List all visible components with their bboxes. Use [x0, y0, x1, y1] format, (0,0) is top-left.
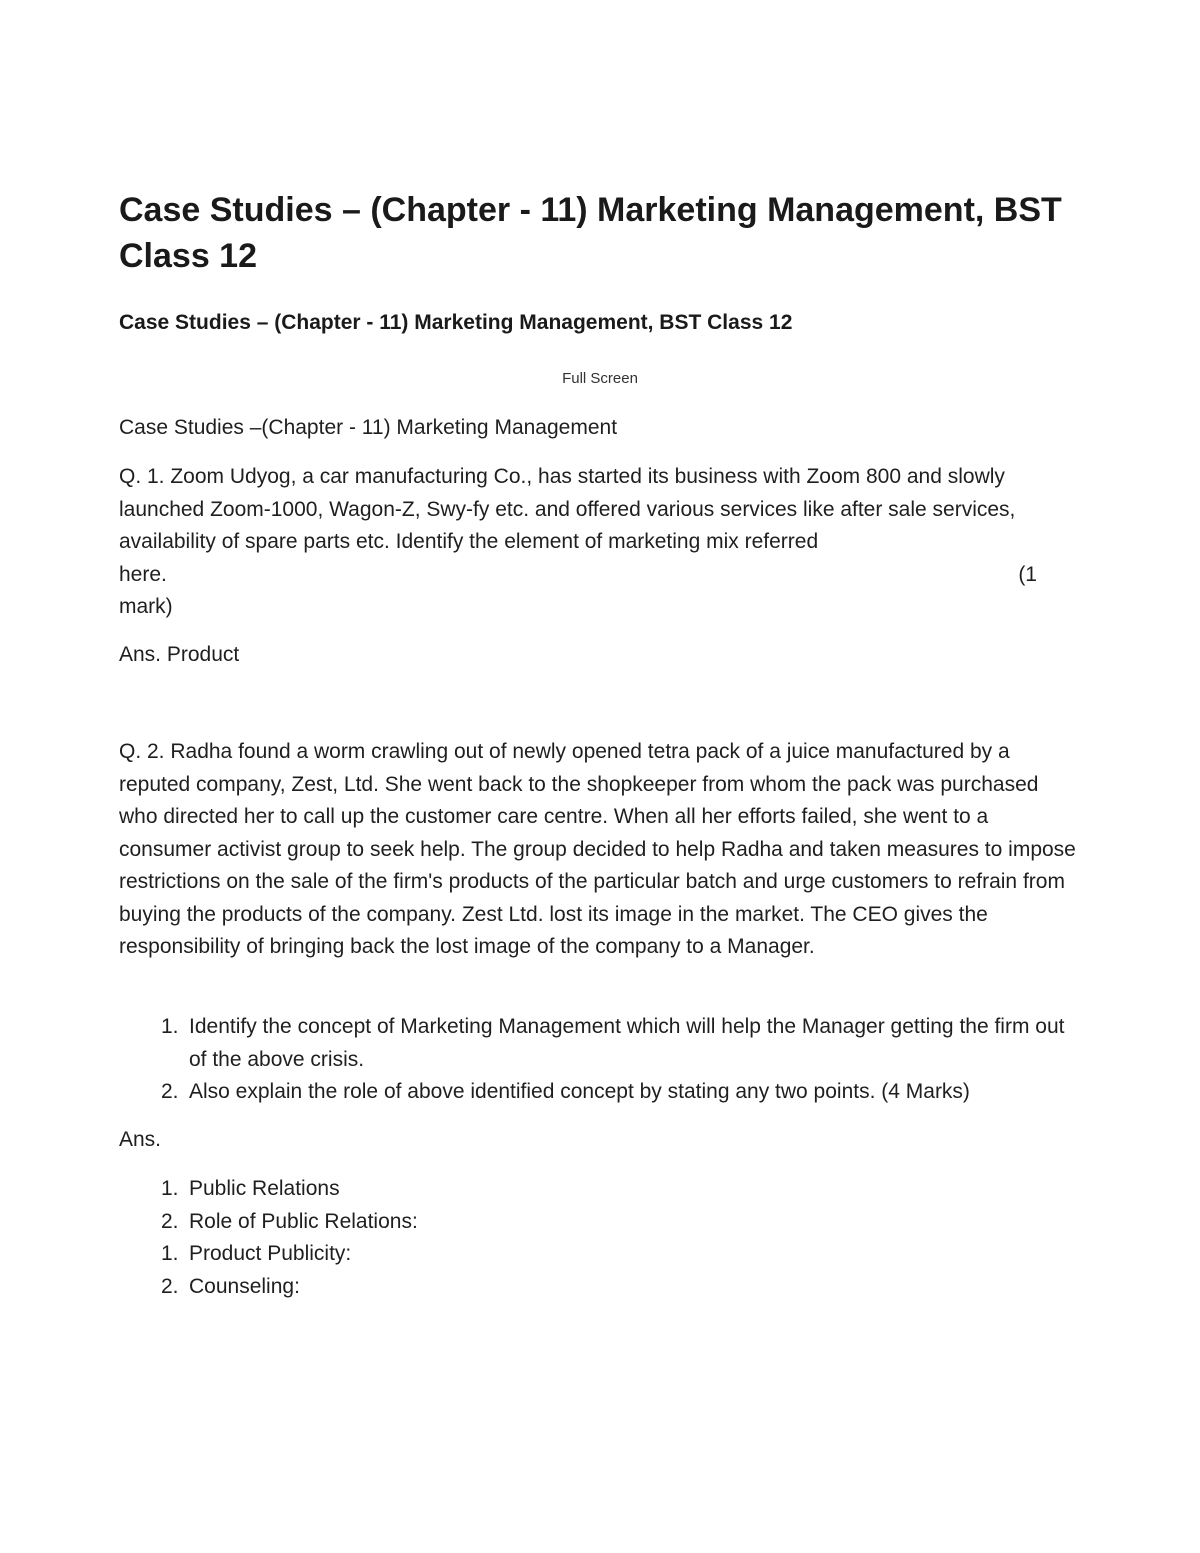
list-item-number: 1. [161, 1177, 179, 1200]
question-2-text: Q. 2. Radha found a worm crawling out of newly opened tetra pack of a juice manufactured by a reputed company, Zest, Ltd. She went back to the shopkeeper from whom the pack was purchased who directed her to call up the customer care centre. When all her efforts failed, she went to a consumer activist group to seek help. The group decided to help Radha and taken measures to impose restrictions on the sale of the firm's products of the particular batch and urge customers to refrain from buying the products of the company. Zest Ltd. lost its image in the market. The CEO gives the responsibility of bringing back the lost image of the company to a Manager. [119, 740, 1076, 958]
question-2-list [119, 1011, 1079, 1109]
question-1 [119, 461, 1079, 624]
list-item [119, 1011, 1079, 1076]
list-item-text: Counseling: [189, 1274, 300, 1298]
list-item [119, 1238, 1079, 1271]
question-1-mark-open: (1 [1018, 562, 1037, 586]
answer-list [119, 1173, 1079, 1303]
list-item-text: Also explain the role of above identified concept by stating any two points. (4 Marks) [189, 1080, 970, 1103]
list-item-number: 2. [161, 1080, 179, 1103]
question-1-mark-close: mark) [119, 595, 173, 618]
list-item-number: 1. [161, 1242, 179, 1265]
page-title: Case Studies – (Chapter - 11) Marketing Management, BST Class 12 [119, 191, 1062, 275]
page-subtitle: Case Studies – (Chapter - 11) Marketing Management, BST Class 12 [119, 311, 793, 334]
question-1-text-end: here. [119, 562, 167, 586]
question-1-answer: Ans. Product [119, 643, 240, 666]
question-1-text: Q. 1. Zoom Udyog, a car manufacturing Co., has started its business with Zoom 800 and slowly launched Zoom-1000, Wagon-Z, Swy-fy etc. and offered various services like after sale services, availability of spare parts etc. Identify the element of marketing mix referred [119, 465, 1016, 553]
list-item [119, 1271, 1079, 1304]
list-item-number: 2. [161, 1274, 179, 1298]
list-item-text: Identify the concept of Marketing Management which will help the Manager getting the firm out of the above crisis. [189, 1015, 1065, 1071]
section-heading: Case Studies –(Chapter - 11) Marketing Management [119, 416, 618, 439]
full-screen-link[interactable]: Full Screen [562, 370, 638, 387]
list-item [119, 1173, 1079, 1206]
list-item-text: Public Relations [189, 1177, 340, 1200]
list-item [119, 1206, 1079, 1239]
question-1-mark-row [119, 559, 1079, 592]
list-item-text: Role of Public Relations: [189, 1209, 418, 1233]
list-item [119, 1076, 1079, 1109]
list-item-number: 2. [161, 1209, 179, 1233]
list-item-text: Product Publicity: [189, 1242, 352, 1265]
question-2-answer-label: Ans. [119, 1128, 162, 1151]
list-item-number: 1. [161, 1015, 179, 1038]
